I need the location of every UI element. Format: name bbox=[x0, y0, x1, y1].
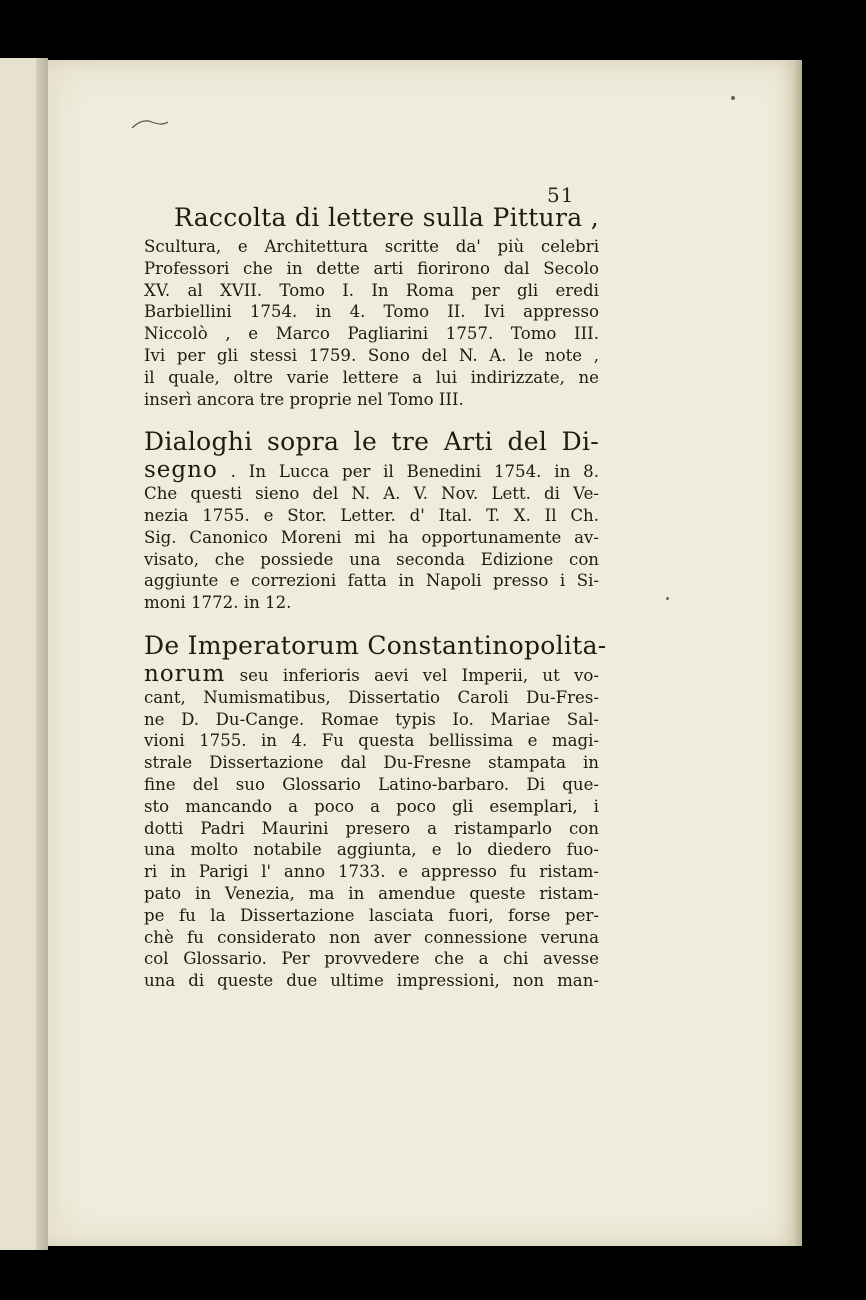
bibliography-entry bbox=[144, 628, 607, 992]
entry-line: fine del suo Glossario Latino-barbaro. Di que- bbox=[144, 774, 599, 794]
entry-line: inserì ancora tre proprie nel Tomo III. bbox=[144, 389, 464, 409]
entry-line-text: seu inferioris aevi vel Imperii, ut vo- bbox=[239, 665, 600, 685]
entry-line: aggiunte e correzioni fatta in Napoli presso i Si- bbox=[144, 571, 599, 591]
entry-line: moni 1772. in 12. bbox=[144, 593, 292, 613]
entry-line: una di queste due ultime impressioni, non man- bbox=[144, 971, 599, 991]
entry-line: Che questi sieno del N. A. V. Nov. Lett. di Ve- bbox=[144, 484, 599, 504]
entry-line: pe fu la Dissertazione lasciata fuori, forse per- bbox=[144, 905, 599, 925]
ink-speck bbox=[731, 96, 735, 100]
entry-line: dotti Padri Maurini presero a ristamparlo con bbox=[144, 818, 599, 838]
entry-line: Niccolò , e Marco Pagliarini 1757. Tomo III. bbox=[144, 324, 599, 344]
bibliography-entry bbox=[144, 424, 599, 614]
entry-line: una molto notabile aggiunta, e lo diedero fuo- bbox=[144, 840, 599, 860]
entry-line: Professori che in dette arti fiorirono dal Secolo bbox=[144, 258, 599, 278]
entry-line bbox=[144, 457, 599, 484]
entry-line: nezia 1755. e Stor. Letter. d' Ital. T. X. Il Ch. bbox=[144, 505, 599, 525]
entry-line: ne D. Du-Cange. Romae typis Io. Mariae Sal- bbox=[144, 709, 599, 729]
entry-heading: De Imperatorum Constantinopolita- bbox=[144, 630, 607, 660]
entry-line: Barbiellini 1754. in 4. Tomo II. Ivi appresso bbox=[144, 302, 599, 322]
entry-line: visato, che possiede una seconda Edizione con bbox=[144, 549, 599, 569]
entry-line: vioni 1755. in 4. Fu questa bellissima e magi- bbox=[144, 731, 599, 751]
entry-line: chè fu considerato non aver connessione veruna bbox=[144, 927, 599, 947]
page-fore-edge bbox=[792, 60, 802, 1246]
entry-line: Scultura, e Architettura scritte da' più celebri bbox=[144, 237, 599, 256]
entry-line: col Glossario. Per provvedere che a chi avesse bbox=[144, 949, 599, 969]
ink-speck bbox=[666, 597, 669, 600]
entry-line: XV. al XVII. Tomo I. In Roma per gli eredi bbox=[144, 280, 599, 300]
entry-line: cant, Numismatibus, Dissertatio Caroli Du-Fres- bbox=[144, 687, 599, 707]
entry-heading: Dialoghi sopra le tre Arti del Di- bbox=[144, 427, 599, 457]
entry-line: pato in Venezia, ma in amendue queste ristam- bbox=[144, 883, 599, 903]
entry-line: sto mancando a poco a poco gli esemplari, i bbox=[144, 796, 599, 816]
entry-line: il quale, oltre varie lettere a lui indirizzate, ne bbox=[144, 367, 599, 387]
entry-line: strale Dissertazione dal Du-Fresne stampata in bbox=[144, 753, 599, 773]
page-text bbox=[144, 200, 607, 1006]
pencil-mark bbox=[130, 116, 170, 130]
entry-line: Ivi per gli stessi 1759. Sono del N. A. le note , bbox=[144, 345, 599, 365]
entry-line-text: . In Lucca per il Benedini 1754. in 8. bbox=[230, 462, 599, 482]
entry-heading-continuation: segno bbox=[144, 457, 218, 484]
entry-line bbox=[144, 660, 600, 687]
page-number: 51 bbox=[547, 183, 575, 207]
entry-line: Sig. Canonico Moreni mi ha opportunamente av- bbox=[144, 527, 599, 547]
entry-line: ri in Parigi l' anno 1733. e appresso fu ristam- bbox=[144, 862, 599, 882]
entry-heading-continuation: norum bbox=[144, 660, 226, 687]
book-gutter bbox=[36, 58, 48, 1250]
entry-heading: Raccolta di lettere sulla Pittura , bbox=[174, 203, 599, 232]
bibliography-entry bbox=[144, 200, 599, 410]
